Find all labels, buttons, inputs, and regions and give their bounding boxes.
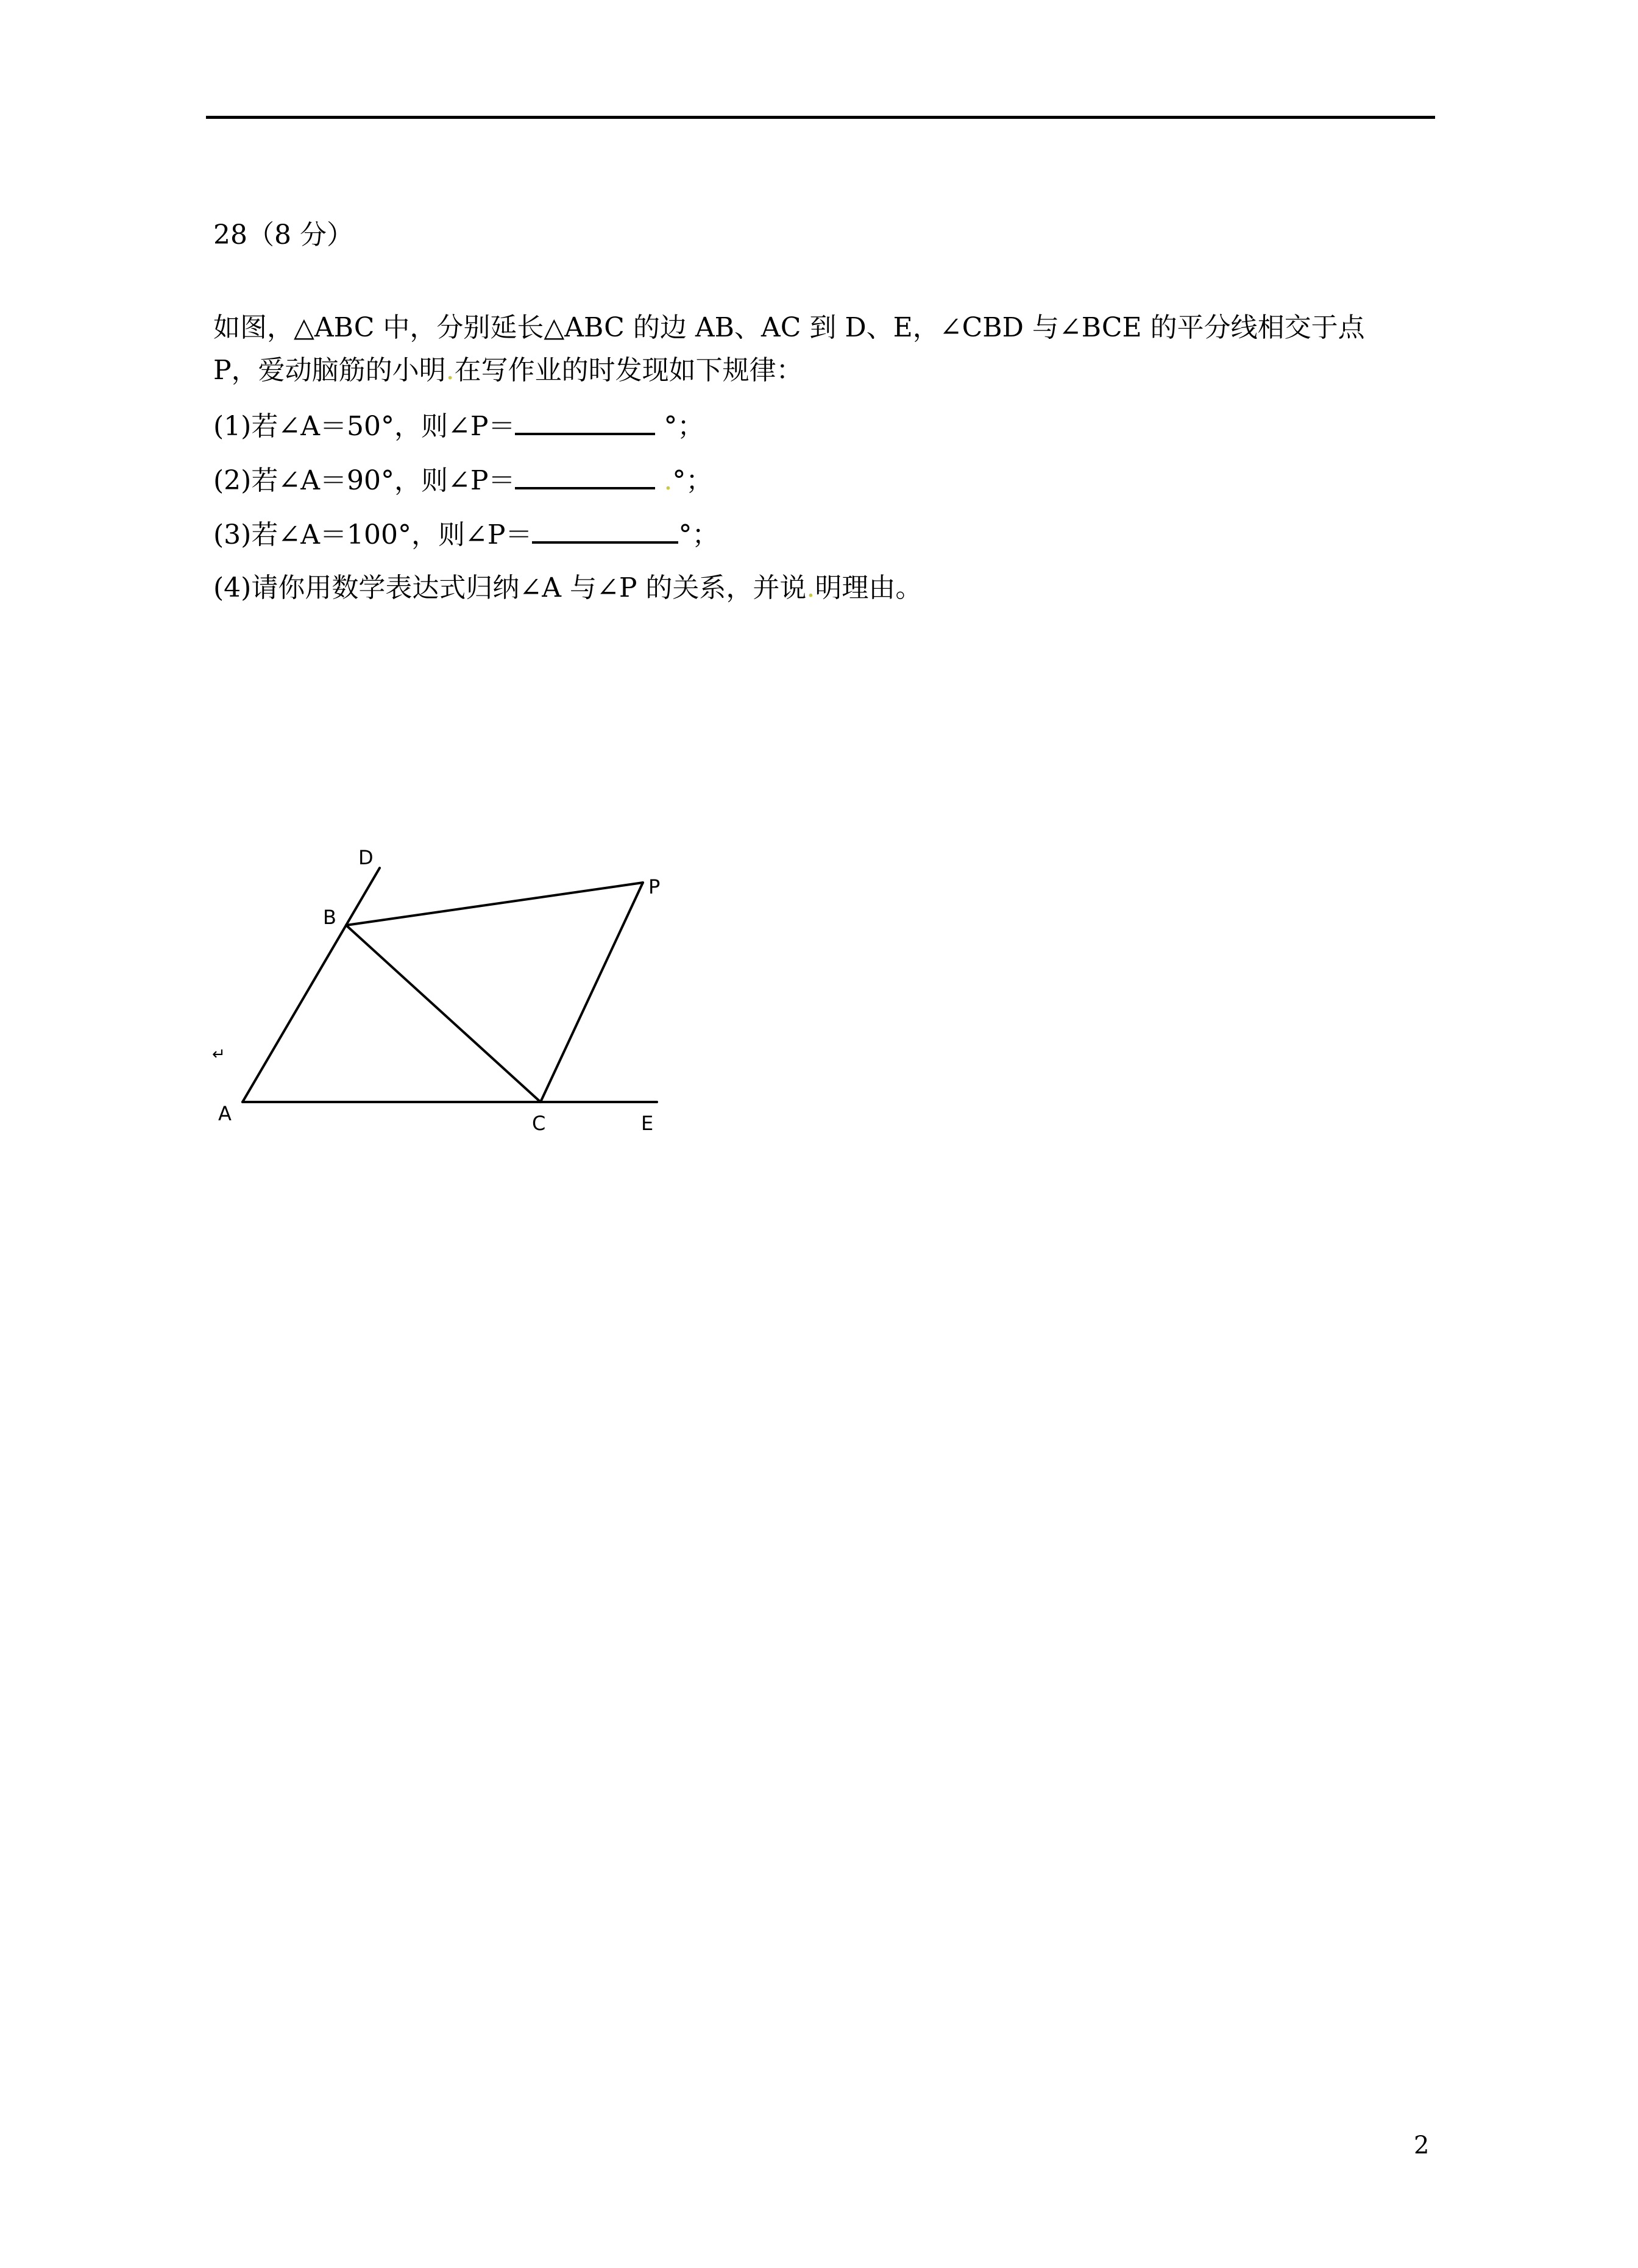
sub-question-3 (213, 514, 718, 553)
question-number: 28（8 分） (213, 219, 353, 251)
label-P: P (648, 875, 661, 898)
sub2-prefix: (2)若∠A＝90°，则∠P＝ (213, 465, 516, 496)
question-intro-line1: 如图，△ABC 中，分别延长△ABC 的边 AB、AC 到 D、E，∠CBD 与∠BCE 的平分线相交于点 (213, 312, 1365, 343)
line-AD (243, 868, 380, 1102)
answer-blank-3[interactable] (532, 514, 678, 544)
question-intro-line2 (213, 352, 803, 389)
sub1-prefix: (1)若∠A＝50°，则∠P＝ (213, 411, 516, 442)
sub-question-4 (213, 570, 922, 606)
sub4-part-a: (4)请你用数学表达式归纳∠A 与∠P 的关系，并说 (213, 572, 807, 603)
intro-line2-part-b: 在写作业的时发现如下规律： (454, 355, 803, 386)
sub2-suffix: °； (672, 465, 713, 496)
page-number: 2 (1414, 2131, 1430, 2160)
label-C: C (532, 1112, 546, 1135)
answer-blank-1[interactable] (515, 406, 655, 435)
return-mark: ↵ (212, 1045, 225, 1064)
sub-question-2 (213, 460, 712, 499)
segment-CP (541, 883, 643, 1102)
sub3-prefix: (3)若∠A＝100°，则∠P＝ (213, 519, 533, 550)
stray-dot-mark: . (445, 355, 455, 386)
geometry-figure (201, 829, 689, 1146)
stray-dot-mark: . (806, 572, 815, 603)
answer-blank-2[interactable] (515, 460, 655, 489)
sub1-suffix: °； (655, 411, 704, 442)
sub4-part-b: 明理由。 (815, 572, 923, 603)
triangle-diagram (201, 829, 689, 1146)
label-E: E (641, 1112, 654, 1135)
stray-dot-mark: . (655, 465, 673, 496)
segment-BC (346, 925, 541, 1102)
intro-line2-part-a: P，爱动脑筋的小明 (213, 355, 446, 386)
sub-question-1 (213, 406, 704, 445)
label-B: B (323, 906, 336, 929)
label-D: D (358, 846, 374, 869)
segment-BP (346, 883, 643, 925)
label-A: A (218, 1102, 232, 1125)
sub3-suffix: °； (678, 519, 719, 550)
header-rule (206, 116, 1435, 119)
